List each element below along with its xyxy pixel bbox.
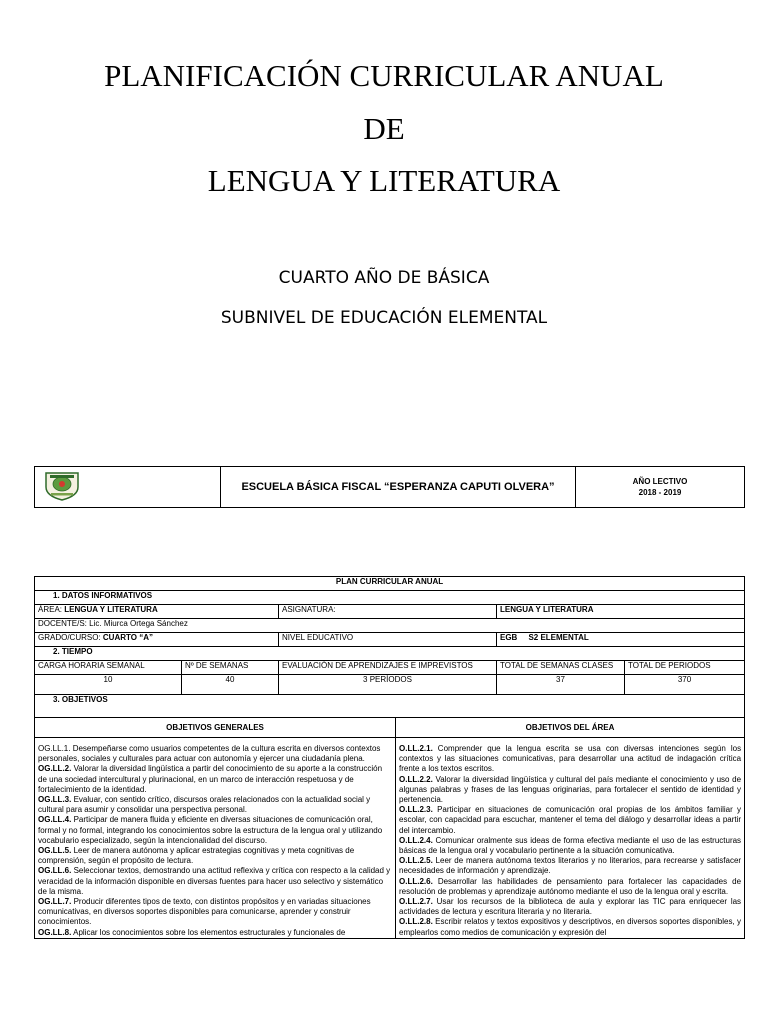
objetivos-generales-list bbox=[35, 738, 396, 939]
asignatura-value: LENGUA Y LITERATURA bbox=[497, 605, 745, 619]
sublevel-subtitle: SUBNIVEL DE EDUCACIÓN ELEMENTAL bbox=[220, 308, 548, 328]
asignatura-label: ASIGNATURA: bbox=[279, 605, 497, 619]
document-title-line-1: PLANIFICACIÓN CURRICULAR ANUAL bbox=[104, 58, 664, 93]
school-seal-icon bbox=[38, 469, 86, 501]
school-header-table bbox=[34, 466, 745, 508]
school-name: ESCUELA BÁSICA FISCAL “ESPERANZA CAPUTI OLVERA” bbox=[221, 467, 576, 508]
docente-label: DOCENTE/S: bbox=[38, 619, 87, 628]
grade-subtitle: CUARTO AÑO DE BÁSICA bbox=[278, 268, 490, 288]
objetivo-general: OG.LL.3. Evaluar, con sentido crítico, discursos orales relacionados con la actualidad social y cultural para asumir y consolidar una perspectiva personal. bbox=[38, 795, 371, 815]
objetivo-general: OG.LL.7. Producir diferentes tipos de texto, con distintos propósitos y en variadas situaciones comunicativas, en diversos soportes disponibles para comunicarse, aprender y construir conocimientos. bbox=[38, 897, 371, 927]
time-value: 37 bbox=[497, 675, 625, 695]
time-header: CARGA HORARIA SEMANAL bbox=[35, 661, 182, 675]
objetivo-area: O.LL.2.4. Comunicar oralmente sus ideas de forma efectiva mediante el uso de las estructuras básicas de la lengua oral y vocabulario pertinente a la situación comunicativa. bbox=[399, 835, 742, 856]
objetivo-general: OG.LL.2. Valorar la diversidad lingüística a partir del conocimiento de su aporte a la construcción de una sociedad intercultural y plurinacional, en un marco de interacción respetuosa y de fortalecimiento de la identidad. bbox=[38, 764, 383, 794]
section-tiempo: 2. TIEMPO bbox=[35, 647, 745, 661]
objetivo-general: OG.LL.5. Leer de manera autónoma y aplicar estrategias cognitivas y meta cognitivas de comprensión, según el propósito de lectura. bbox=[38, 846, 355, 866]
docente-value: Lic. Miurca Ortega Sánchez bbox=[89, 619, 188, 628]
objetivo-general: OG.LL.1. Desempeñarse como usuarios competentes de la cultura escrita en diversos contextos personales, sociales y culturales para actuar con autonomía y ejercer una ciudadanía plena. bbox=[38, 744, 381, 764]
objetivo-area: O.LL.2.2. Valorar la diversidad lingüística y cultural del país mediante el conocimiento y uso de algunas palabras y frases de las lenguas originarias, para fortalecer el sentido de identidad y pertenencia. bbox=[399, 774, 742, 805]
time-value: 3 PERÍODOS bbox=[279, 675, 497, 695]
objetivo-area: O.LL.2.8. Escribir relatos y textos expositivos y descriptivos, en diversos soportes disponibles, y emplearlos como medios de comunicación y expresión del bbox=[399, 917, 742, 937]
logo-cell bbox=[35, 467, 221, 508]
time-header: TOTAL DE PERIODOS bbox=[625, 661, 745, 675]
plan-title: PLAN CURRICULAR ANUAL bbox=[35, 577, 745, 591]
time-header: TOTAL DE SEMANAS CLASES bbox=[497, 661, 625, 675]
document-title-line-2: DE bbox=[363, 111, 405, 146]
grado-label: GRADO/CURSO: bbox=[38, 633, 101, 642]
objetivo-general: OG.LL.4. Participar de manera fluida y eficiente en diversas situaciones de comunicación oral, formal y no formal, integrando los conocimientos sobre la estructura de la lengua oral y utilizando vocabulario especializado, según la intencionalidad del discurso. bbox=[38, 815, 383, 845]
objetivo-general: OG.LL.6. Seleccionar textos, demostrando una actitud reflexiva y crítica con respecto a la calidad y veracidad de la información disponible en diversas fuentes para hacer uso selectivo y sistemático de la misma. bbox=[38, 866, 391, 896]
nivel-label: NIVEL EDUCATIVO bbox=[279, 633, 497, 647]
objetivo-area: O.LL.2.1. Comprender que la lengua escrita se usa con diversas intenciones según los contextos y las situaciones comunicativas, para desarrollar una actitud de indagación crítica frente a los textos escritos. bbox=[399, 744, 742, 774]
grado-cell bbox=[35, 633, 279, 647]
grado-value: CUARTO “A” bbox=[102, 633, 153, 642]
objetivo-area: O.LL.2.5. Leer de manera autónoma textos literarios y no literarios, para recrearse y satisfacer necesidades de información y aprendizaje. bbox=[399, 856, 742, 876]
objetivo-general: OG.LL.8. Aplicar los conocimientos sobre los elementos estructurales y funcionales de bbox=[38, 927, 346, 937]
section-objetivos: 3. OBJETIVOS bbox=[35, 695, 745, 718]
time-header: EVALUACIÓN DE APRENDIZAJES E IMPREVISTOS bbox=[279, 661, 497, 675]
document-title-line-3: LENGUA Y LITERATURA bbox=[207, 163, 561, 198]
school-year-cell bbox=[576, 467, 745, 508]
time-value: 40 bbox=[182, 675, 279, 695]
section-datos-informativos: 1. DATOS INFORMATIVOS bbox=[35, 591, 745, 605]
time-value: 10 bbox=[35, 675, 182, 695]
objetivo-area: O.LL.2.6. Desarrollar las habilidades de pensamiento para fortalecer las capacidades de resolución de problemas y aprendizaje autónomo mediante el uso de la lengua oral y escrita. bbox=[399, 876, 742, 896]
objetivos-generales-header: OBJETIVOS GENERALES bbox=[35, 718, 396, 738]
school-year-label: AÑO LECTIVO bbox=[632, 477, 688, 486]
docente-cell bbox=[35, 619, 745, 633]
time-header: Nº DE SEMANAS bbox=[182, 661, 279, 675]
objetivo-area: O.LL.2.7. Usar los recursos de la biblioteca de aula y explorar las TIC para enriquecer las actividades de lectura y escritura literaria y no literaria. bbox=[399, 897, 742, 917]
plan-curricular-table bbox=[34, 576, 745, 939]
objetivo-area: O.LL.2.3. Participar en situaciones de comunicación oral propias de los ámbitos familiar y escolar, con capacidad para escuchar, mantener el tema del diálogo y desarrollar ideas a partir del intercambio. bbox=[399, 805, 742, 835]
objetivos-area-header: OBJETIVOS DEL ÁREA bbox=[396, 718, 745, 738]
objetivos-area-list bbox=[396, 738, 745, 939]
area-cell bbox=[35, 605, 279, 619]
area-value: LENGUA Y LITERATURA bbox=[64, 605, 158, 614]
nivel-value: EGB S2 ELEMENTAL bbox=[497, 633, 745, 647]
area-label: ÁREA: bbox=[38, 605, 63, 614]
time-value: 370 bbox=[625, 675, 745, 695]
school-year-value: 2018 - 2019 bbox=[638, 488, 682, 497]
